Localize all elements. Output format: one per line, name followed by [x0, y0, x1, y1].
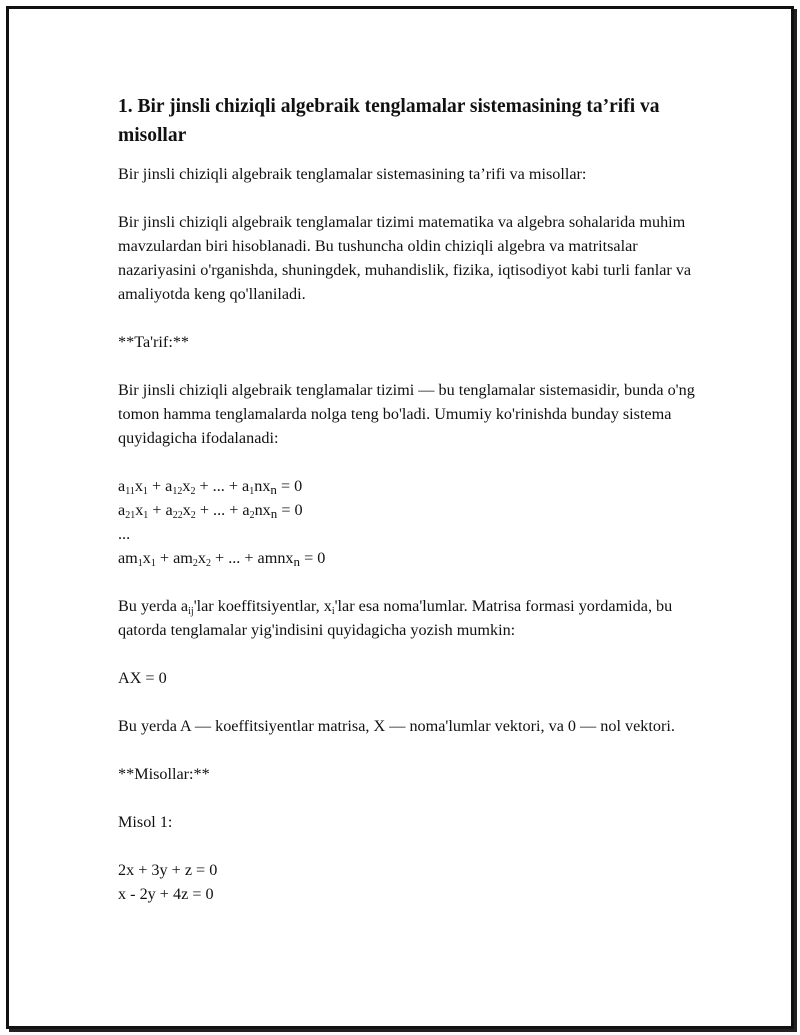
example-1-equation-1: 2x + 3y + z = 0	[118, 861, 218, 879]
definition-paragraph: Bir jinsli chiziqli algebraik tenglamalar tizimi — bu tenglamalar sistemasidir, bunda o'ng tomon hamma tenglamalarda nolga teng bo'ladi. Umumiy ko'rinishda bunday sistema quyidagicha ifodalanadi:	[118, 381, 695, 447]
section-title: 1. Bir jinsli chiziqli algebraik tenglamalar sistemasining ta’rifi va misollar	[118, 96, 660, 146]
intro-heading: Bir jinsli chiziqli algebraik tenglamalar sistemasining ta’rifi va misollar:	[118, 165, 587, 183]
general-system	[118, 474, 698, 570]
example-1-label: Misol 1:	[118, 813, 173, 831]
equation-row-1: $a_{11}x_1 + a_{12}x_2$ + ... + $a_1nx_n = 0$	[118, 477, 303, 497]
coefficient-paragraph: Bu yerda $a_{ij}'lar$ koeffitsiyentlar, $x_i'lar$ esa noma'lumlar. Matrisa formasi yordamida, bu qatorda tenglamalar yig'indisini quyidagicha yozish mumkin:	[118, 597, 673, 639]
intro-paragraph: Bir jinsli chiziqli algebraik tenglamalar tizimi matematika va algebra sohalarida muhim mavzulardan biri hisoblanadi. Bu tushuncha oldin chiziqli algebra va matritsalar nazariyasini o'rganishda, shuningdek, muhandislik, fizika, iqtisodiyot kabi turli fanlar va amaliyotda keng qo'llaniladi.	[118, 213, 692, 303]
matrix-form: AX = 0	[118, 669, 167, 687]
matrix-explanation: Bu yerda A — koeffitsiyentlar matrisa, X — noma'lumlar vektori, va 0 — nol vektori.	[118, 717, 675, 735]
example-1-equation-2: x - 2y + 4z = 0	[118, 885, 214, 903]
equation-row-m: $am_1x_1 + am_2x_2$ + ... + amnx$_n$ = 0	[118, 549, 326, 569]
examples-label: **Misollar:**	[118, 765, 210, 783]
equation-dots: ...	[118, 525, 131, 543]
equation-row-2: $a_{21}x_1 + a_{22}x_2$ + ... + $a_2nx_n = 0$	[118, 501, 303, 521]
definition-label: **Ta'rif:**	[118, 333, 190, 351]
document-content	[118, 92, 698, 906]
example-1-equations	[118, 858, 698, 906]
